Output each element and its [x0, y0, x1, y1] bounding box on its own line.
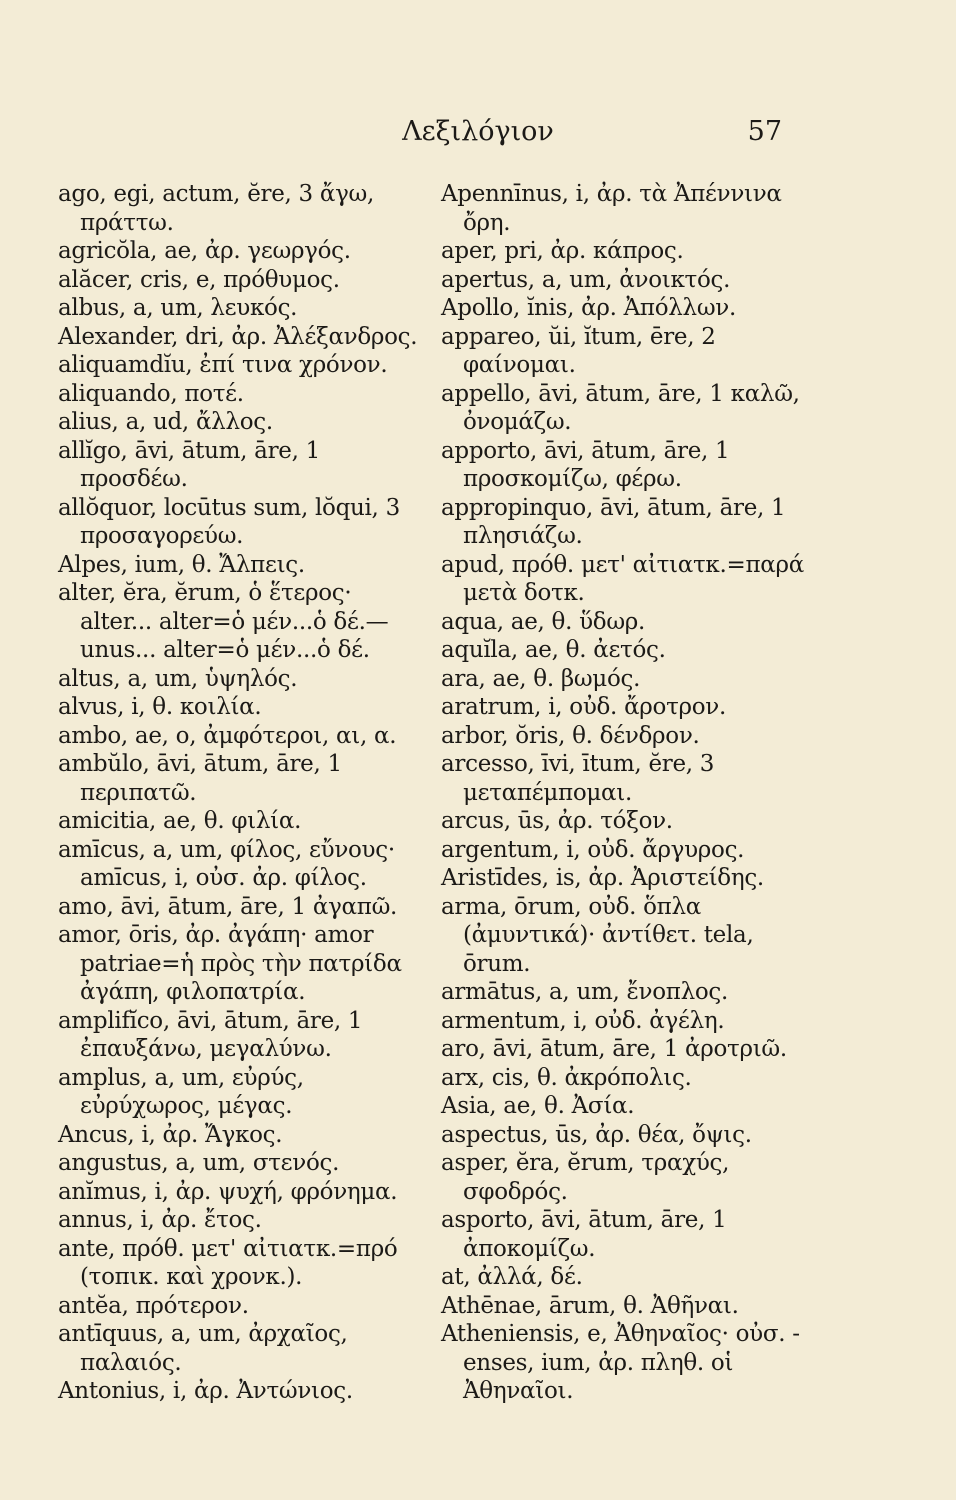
dictionary-entry: aspectus, ūs, ἀρ. θέα, ὄψις.	[441, 1121, 752, 1148]
dictionary-entry: appropinquo, āvi, ātum, āre, 1 πλησιάζω.	[441, 494, 786, 549]
dictionary-entry: antīquus, a, um, ἀρχαῖος, παλαιός.	[58, 1321, 348, 1376]
dictionary-entry: alvus, i, θ. κοιλία.	[58, 694, 262, 720]
dictionary-entry: anĭmus, i, ἀρ. ψυχή, φρόνημα.	[58, 1178, 398, 1205]
dictionary-entry: aliquando, ποτέ.	[58, 380, 244, 407]
dictionary-entry: asporto, āvi, ātum, āre, 1 ἀποκομίζω.	[441, 1207, 727, 1262]
dictionary-entry: arcus, ūs, ἀρ. τόξον.	[441, 808, 673, 834]
dictionary-entry: aliquamdĭu, ἐπί τινα χρόνον.	[58, 352, 388, 378]
dictionary-entry: alius, a, ud, ἄλλος.	[58, 409, 273, 435]
dictionary-entry: apporto, āvi, ātum, āre, 1 προσκομίζω, φέρω.	[441, 437, 730, 492]
dictionary-entry: alăcer, cris, e, πρόθυμος.	[58, 266, 340, 293]
dictionary-entry: Apennīnus, i, ἀρ. τὰ Ἀπέννινα ὄρη.	[441, 181, 782, 236]
dictionary-entry: Apollo, ĭnis, ἀρ. Ἀπόλλων.	[441, 295, 736, 321]
dictionary-entry: angustus, a, um, στενός.	[58, 1150, 340, 1176]
dictionary-entry: amplifĭco, āvi, ātum, āre, 1 ἐπαυξάνω, μεγαλύνω.	[58, 1007, 363, 1062]
dictionary-entry: Aristīdes, is, ἀρ. Ἀριστείδης.	[441, 865, 764, 891]
dictionary-entry: Alpes, ium, θ. Ἄλπεις.	[58, 551, 305, 578]
page-number: 57	[747, 116, 782, 147]
dictionary-entry: asper, ĕra, ĕrum, τραχύς, σφοδρός.	[441, 1150, 730, 1205]
dictionary-entry: aro, āvi, ātum, āre, 1 ἀροτριῶ.	[441, 1036, 787, 1062]
dictionary-entry: armātus, a, um, ἔνοπλος.	[441, 979, 728, 1005]
dictionary-entry: Antonius, i, ἀρ. Ἀντώνιος.	[58, 1378, 353, 1404]
dictionary-entry: ara, ae, θ. βωμός.	[441, 665, 641, 692]
dictionary-entry: apertus, a, um, ἀνοικτός.	[441, 266, 731, 293]
dictionary-entry: aquĭla, ae, θ. ἀετός.	[441, 637, 666, 663]
dictionary-entry: Ancus, i, ἀρ. Ἄγκος.	[58, 1121, 283, 1148]
dictionary-entry: amplus, a, um, εὐρύς, εὐρύχωρος, μέγας.	[58, 1064, 304, 1119]
dictionary-entry: antĕa, πρότερον.	[58, 1292, 249, 1319]
dictionary-entry: at, ἀλλά, δέ.	[441, 1264, 583, 1290]
dictionary-entry: amo, āvi, ātum, āre, 1 ἀγαπῶ.	[58, 893, 398, 920]
dictionary-entry: aratrum, i, οὐδ. ἄροτρον.	[441, 694, 726, 720]
dictionary-entry: altus, a, um, ὑψηλός.	[58, 665, 298, 692]
dictionary-entry: Atheniensis, e, Ἀθηναῖος· οὐσ. -enses, ium, ἀρ. πληθ. οἱ Ἀθηναῖοι.	[441, 1321, 800, 1404]
dictionary-entry: appello, āvi, ātum, āre, 1 καλῶ, ὀνομάζω.	[441, 380, 800, 435]
dictionary-entry: amor, ōris, ἀρ. ἀγάπη· amor patriae=ἡ πρὸς τὴν πατρίδα ἀγάπη, φιλοπατρία.	[58, 922, 402, 1005]
dictionary-entry: ambo, ae, o, ἀμφότεροι, αι, α.	[58, 722, 397, 749]
dictionary-entry: albus, a, um, λευκός.	[58, 295, 298, 321]
dictionary-entry: annus, i, ἀρ. ἔτος.	[58, 1207, 262, 1233]
dictionary-entry: ago, egi, actum, ĕre, 3 ἄγω, πράττω.	[58, 181, 375, 236]
dictionary-entry: amīcus, a, um, φίλος, εὔνους· amīcus, i, οὐσ. ἀρ. φίλος.	[58, 836, 395, 891]
dictionary-entry: arcesso, īvi, ītum, ĕre, 3 μεταπέμπομαι.	[441, 751, 715, 806]
dictionary-entry: ambŭlo, āvi, ātum, āre, 1 περιπατῶ.	[58, 751, 342, 806]
dictionary-entry: amicitia, ae, θ. φιλία.	[58, 808, 302, 834]
dictionary-entry: aper, pri, ἀρ. κάπρος.	[441, 238, 684, 264]
dictionary-entry: Athēnae, ārum, θ. Ἀθῆναι.	[441, 1292, 739, 1319]
dictionary-entry: appareo, ŭi, ĭtum, ēre, 2 φαίνομαι.	[441, 323, 716, 378]
dictionary-entry: apud, πρόθ. μετ' αἰτιατκ.=παρά μετὰ δοτκ.	[441, 551, 804, 606]
dictionary-entry: aqua, ae, θ. ὕδωρ.	[441, 608, 646, 635]
dictionary-entry: arma, ōrum, οὐδ. ὅπλα (ἀμυντικά)· ἀντίθετ. tela, ōrum.	[441, 893, 754, 977]
dictionary-entry: allŏquor, locūtus sum, lŏqui, 3 προσαγορεύω.	[58, 494, 400, 549]
left-column	[58, 180, 426, 1406]
dictionary-entry: ante, πρόθ. μετ' αἰτιατκ.=πρό (τοπικ. καὶ χρονκ.).	[58, 1235, 398, 1290]
dictionary-entry: agricŏla, ae, ἀρ. γεωργός.	[58, 238, 351, 264]
dictionary-entry: arx, cis, θ. ἀκρόπολις.	[441, 1064, 692, 1091]
dictionary-entry: armentum, i, οὐδ. ἀγέλη.	[441, 1007, 725, 1034]
dictionary-entry: argentum, i, οὐδ. ἄργυρος.	[441, 836, 745, 863]
dictionary-entry: Alexander, dri, ἀρ. Ἀλέξανδρος.	[58, 323, 418, 350]
right-column	[441, 180, 806, 1406]
page-title: Λεξιλόγιον	[402, 116, 554, 147]
dictionary-entry: arbor, ŏris, θ. δένδρον.	[441, 722, 700, 749]
dictionary-entry: alter, ĕra, ĕrum, ὁ ἕτερος· alter... alter=ὁ μέν...ὁ δέ.— unus... alter=ὁ μέν...ὁ δέ.	[58, 580, 389, 663]
dictionary-entry: Asia, ae, θ. Ἀσία.	[441, 1093, 635, 1119]
dictionary-entry: allĭgo, āvi, ātum, āre, 1 προσδέω.	[58, 437, 320, 492]
